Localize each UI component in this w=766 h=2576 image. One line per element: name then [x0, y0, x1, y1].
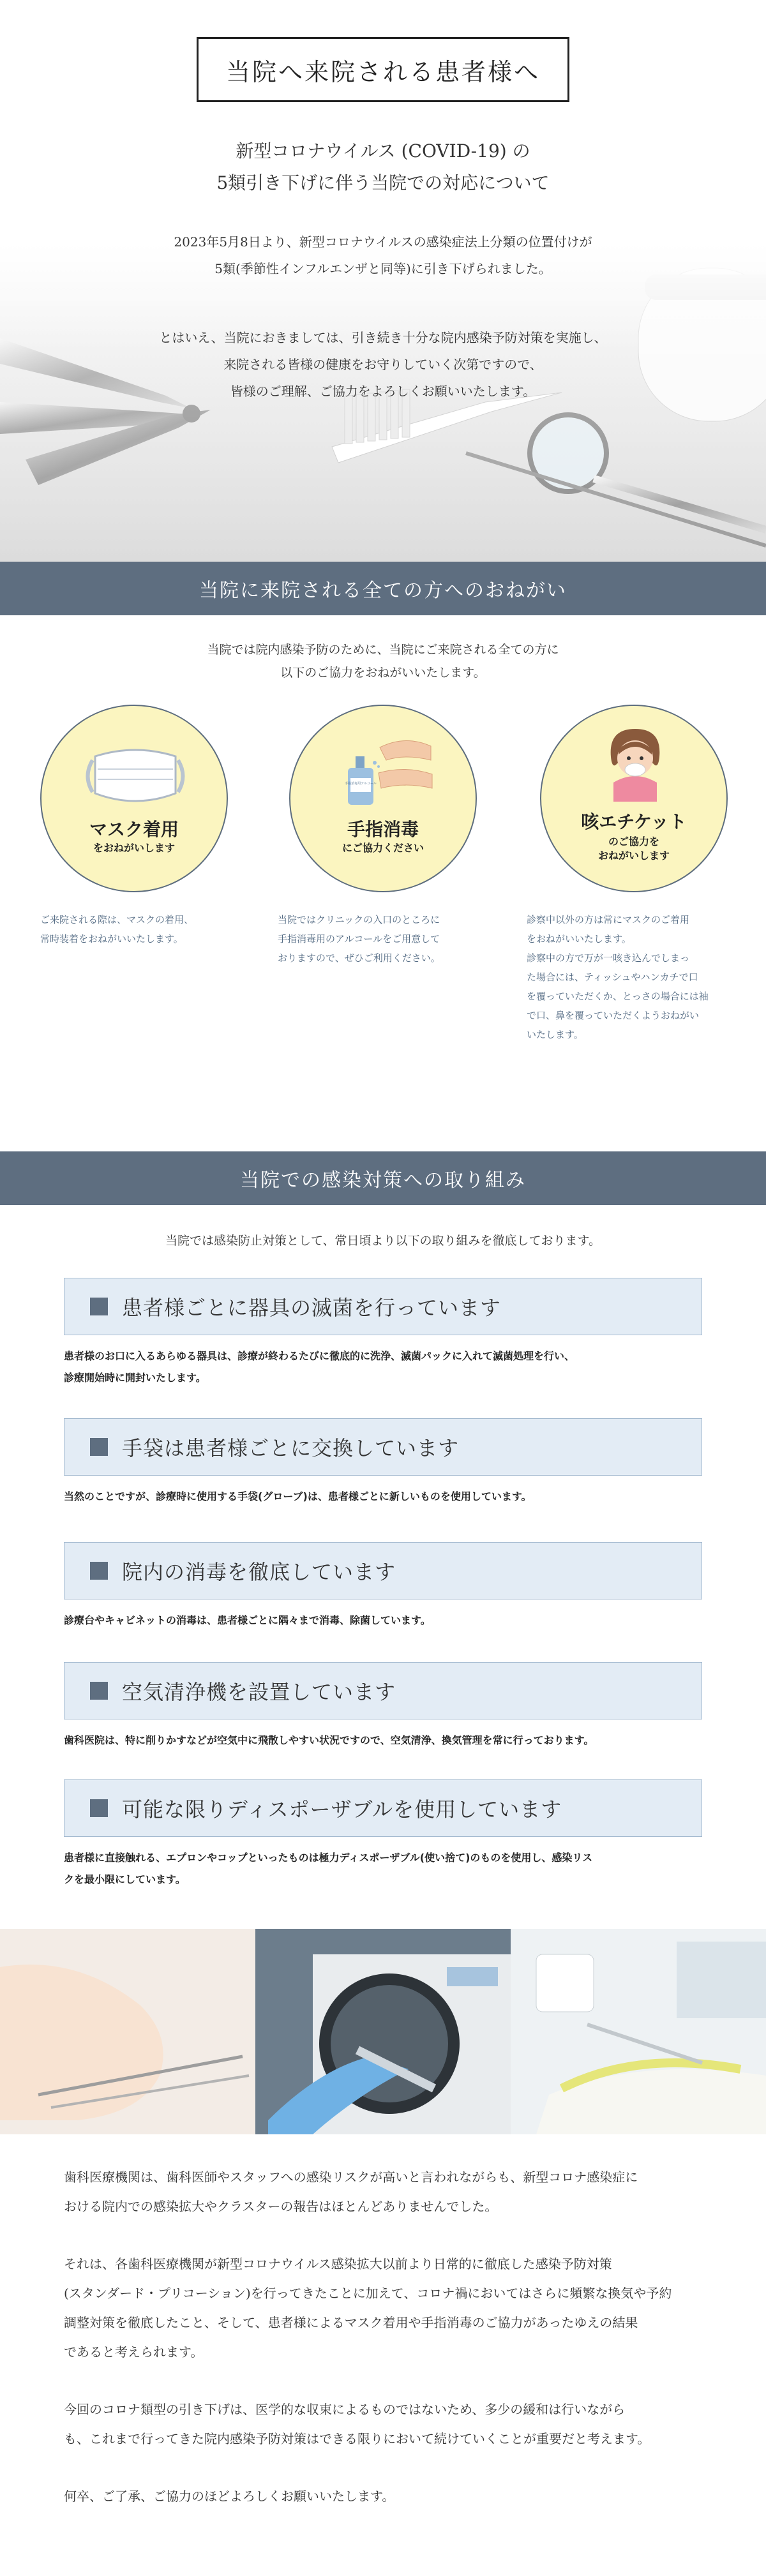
- closing-paragraph-3: [64, 2395, 702, 2453]
- desc-line: 当院ではクリニックの入口のところに: [278, 914, 440, 925]
- measure-item: [0, 1278, 766, 1418]
- requests-intro: [0, 615, 766, 705]
- measure-body: [64, 1837, 709, 1891]
- dental-chair-photo: [511, 1929, 766, 2134]
- measure-item: [0, 1418, 766, 1542]
- measure-title: 院内の消毒を徹底しています: [122, 1560, 396, 1584]
- request-title: 咳エチケット: [581, 811, 687, 832]
- request-desc-sanitizer: [278, 910, 469, 968]
- request-circle-sanitizer: [289, 705, 477, 892]
- closing-text: [0, 2134, 766, 2511]
- desc-line: た場合には、ティッシュやハンカチで口: [527, 971, 698, 983]
- measure-line: 患者様のお口に入るあらゆる器具は、診療が終わるたびに徹底的に洗浄、滅菌パックに入れて滅菌処理を行い、: [64, 1350, 575, 1362]
- requests-section-heading: [0, 562, 766, 615]
- measures-section-heading: [0, 1151, 766, 1205]
- measure-item: [0, 1662, 766, 1779]
- measure-line: 診療開始時に開封いたします。: [64, 1372, 206, 1384]
- closing-paragraph-1: [64, 2162, 702, 2221]
- measure-line: 患者様に直接触れる、エプロンやコップといったものは極力ディスポーザブル(使い捨て)のものを使用し、感染リス: [64, 1852, 593, 1864]
- measure-line: 診療台やキャビネットの消毒は、患者様ごとに隅々まで消毒、除菌しています。: [64, 1614, 431, 1626]
- request-subtitle: をおねがいします: [93, 842, 175, 854]
- request-title: マスク着用: [89, 819, 179, 840]
- closing-line: も、これまで行ってきた院内感染予防対策はできる限りにおいて続けていくことが重要だと考えます。: [64, 2431, 650, 2446]
- page-title-box: [197, 37, 569, 102]
- desc-line: 診察中の方で万が一咳き込んでしまっ: [527, 952, 690, 964]
- notice-paragraph-1: [0, 228, 766, 282]
- measure-body: [64, 1476, 709, 1508]
- measure-line: クを最小限にしています。: [64, 1873, 186, 1885]
- measure-title: 空気清浄機を設置しています: [122, 1680, 396, 1704]
- desc-line: をおねがいいたします。: [527, 933, 631, 945]
- measure-title: 手袋は患者様ごとに交換しています: [122, 1436, 460, 1460]
- desc-line: ご来院される際は、マスクの着用、: [40, 914, 194, 925]
- sanitizer-icon: [342, 735, 437, 808]
- request-desc-cough: [527, 910, 744, 1044]
- request-circle-mask: [40, 705, 228, 892]
- measure-heading: [64, 1278, 702, 1335]
- desc-line: で口、鼻を覆っていただくようおねがい: [527, 1010, 700, 1021]
- measure-heading: [64, 1418, 702, 1476]
- desc-line: 診察中以外の方は常にマスクのご着用: [527, 914, 690, 925]
- hero-section: [0, 0, 766, 562]
- square-bullet-icon: [90, 1799, 108, 1817]
- requests-heading-text: 当院に来院される全ての方へのおねがい: [199, 580, 567, 602]
- measure-heading: [64, 1662, 702, 1719]
- request-subtitle: にご協力ください: [342, 842, 424, 854]
- gloved-hand-photo: [0, 1929, 255, 2134]
- measure-heading: [64, 1779, 702, 1837]
- request-subtitle: のご協力を: [608, 835, 659, 848]
- square-bullet-icon: [90, 1298, 108, 1315]
- closing-line: (スタンダード・プリコーション)を行ってきたことに加えて、コロナ禍においてはさらに頻繁な換気や予約: [64, 2286, 672, 2301]
- square-bullet-icon: [90, 1682, 108, 1700]
- request-desc-mask: [40, 910, 232, 948]
- measure-title: 患者様ごとに器具の滅菌を行っています: [122, 1296, 502, 1320]
- desc-line: 手指消毒用のアルコールをご用意して: [278, 933, 440, 945]
- closing-line: 何卒、ご了承、ご協力のほどよろしくお願いいたします。: [64, 2489, 395, 2504]
- page-subtitle: [0, 135, 766, 199]
- photo-strip: [0, 1929, 766, 2134]
- desc-line: を覆っていただくか、とっさの場合には袖: [527, 991, 709, 1002]
- desc-line: おりますので、ぜひご利用ください。: [278, 952, 440, 964]
- intro-line: 以下のご協力をおねがいいたします。: [280, 666, 486, 680]
- request-subtitle-line-2: おねがいします: [597, 850, 670, 862]
- measure-line: 歯科医院は、特に削りかすなどが空気中に飛散しやすい状況ですので、空気清浄、換気管理を常に行っております。: [64, 1734, 594, 1746]
- closing-line: おける院内での感染拡大やクラスターの報告はほとんどありませんでした。: [64, 2199, 498, 2214]
- intro-line: 当院では感染防止対策として、常日頃より以下の取り組みを徹底しております。: [165, 1234, 601, 1248]
- closing-line: 歯科医療機関は、歯科医師やスタッフへの感染リスクが高いと言われながらも、新型コロナ感染症に: [64, 2169, 638, 2185]
- closing-paragraph-2: [64, 2249, 702, 2367]
- measure-item: [0, 1542, 766, 1662]
- desc-line: いたします。: [527, 1029, 583, 1040]
- measures-heading-text: 当院での感染対策への取り組み: [240, 1169, 526, 1192]
- page-title: 当院へ来院される患者様へ: [225, 57, 540, 86]
- cough-person-icon: [602, 725, 668, 802]
- mask-icon: [80, 747, 191, 805]
- measure-title: 可能な限りディスポーザブルを使用しています: [122, 1797, 562, 1822]
- square-bullet-icon: [90, 1438, 108, 1456]
- bottle-label: 手指消毒用アルコール: [345, 782, 377, 786]
- request-title: 手指消毒: [347, 819, 419, 840]
- desc-line: 常時装着をおねがいいたします。: [40, 933, 183, 945]
- notice-line: 2023年5月8日より、新型コロナウイルスの感染症法上分類の位置付けが: [174, 234, 592, 250]
- notice-line: 来院される皆様の健康をお守りしていく次第ですので、: [223, 357, 543, 372]
- intro-line: 当院では院内感染予防のために、当院にご来院される全ての方に: [207, 643, 559, 657]
- measure-item: [0, 1779, 766, 1929]
- measure-body: [64, 1719, 709, 1751]
- measure-list: [0, 1278, 766, 1929]
- closing-paragraph-4: [64, 2482, 702, 2511]
- square-bullet-icon: [90, 1562, 108, 1580]
- measure-line: 当然のことですが、診療時に使用する手袋(グローブ)は、患者様ごとに新しいものを使用しています。: [64, 1490, 532, 1502]
- notice-line: 5類(季節性インフルエンザと同等)に引き下げられました。: [214, 261, 552, 276]
- subtitle-line-1: 新型コロナウイルス (COVID-19) の: [236, 140, 530, 161]
- measure-body: [64, 1335, 709, 1389]
- notice-paragraph-2: [0, 324, 766, 405]
- measure-heading: [64, 1542, 702, 1599]
- notice-line: とはいえ、当院におきましては、引き続き十分な院内感染予防対策を実施し、: [159, 330, 607, 345]
- closing-line: であると考えられます。: [64, 2344, 204, 2360]
- notice-line: 皆様のご理解、ご協力をよろしくお願いいたします。: [230, 384, 536, 399]
- measures-intro: [0, 1205, 766, 1278]
- closing-line: 今回のコロナ類型の引き下げは、医学的な収束によるものではないため、多少の緩和は行いながら: [64, 2402, 626, 2417]
- closing-line: 調整対策を徹底したこと、そして、患者様によるマスク着用や手指消毒のご協力があったゆえの結果: [64, 2315, 638, 2330]
- closing-line: それは、各歯科医療機関が新型コロナウイルス感染拡大以前より日常的に徹底した感染予防対策: [64, 2256, 612, 2272]
- subtitle-line-2: 5類引き下げに伴う当院での対応について: [216, 172, 550, 193]
- measure-body: [64, 1599, 709, 1631]
- request-items: [0, 705, 766, 1151]
- request-circle-cough: [540, 705, 728, 892]
- autoclave-photo: [255, 1929, 511, 2134]
